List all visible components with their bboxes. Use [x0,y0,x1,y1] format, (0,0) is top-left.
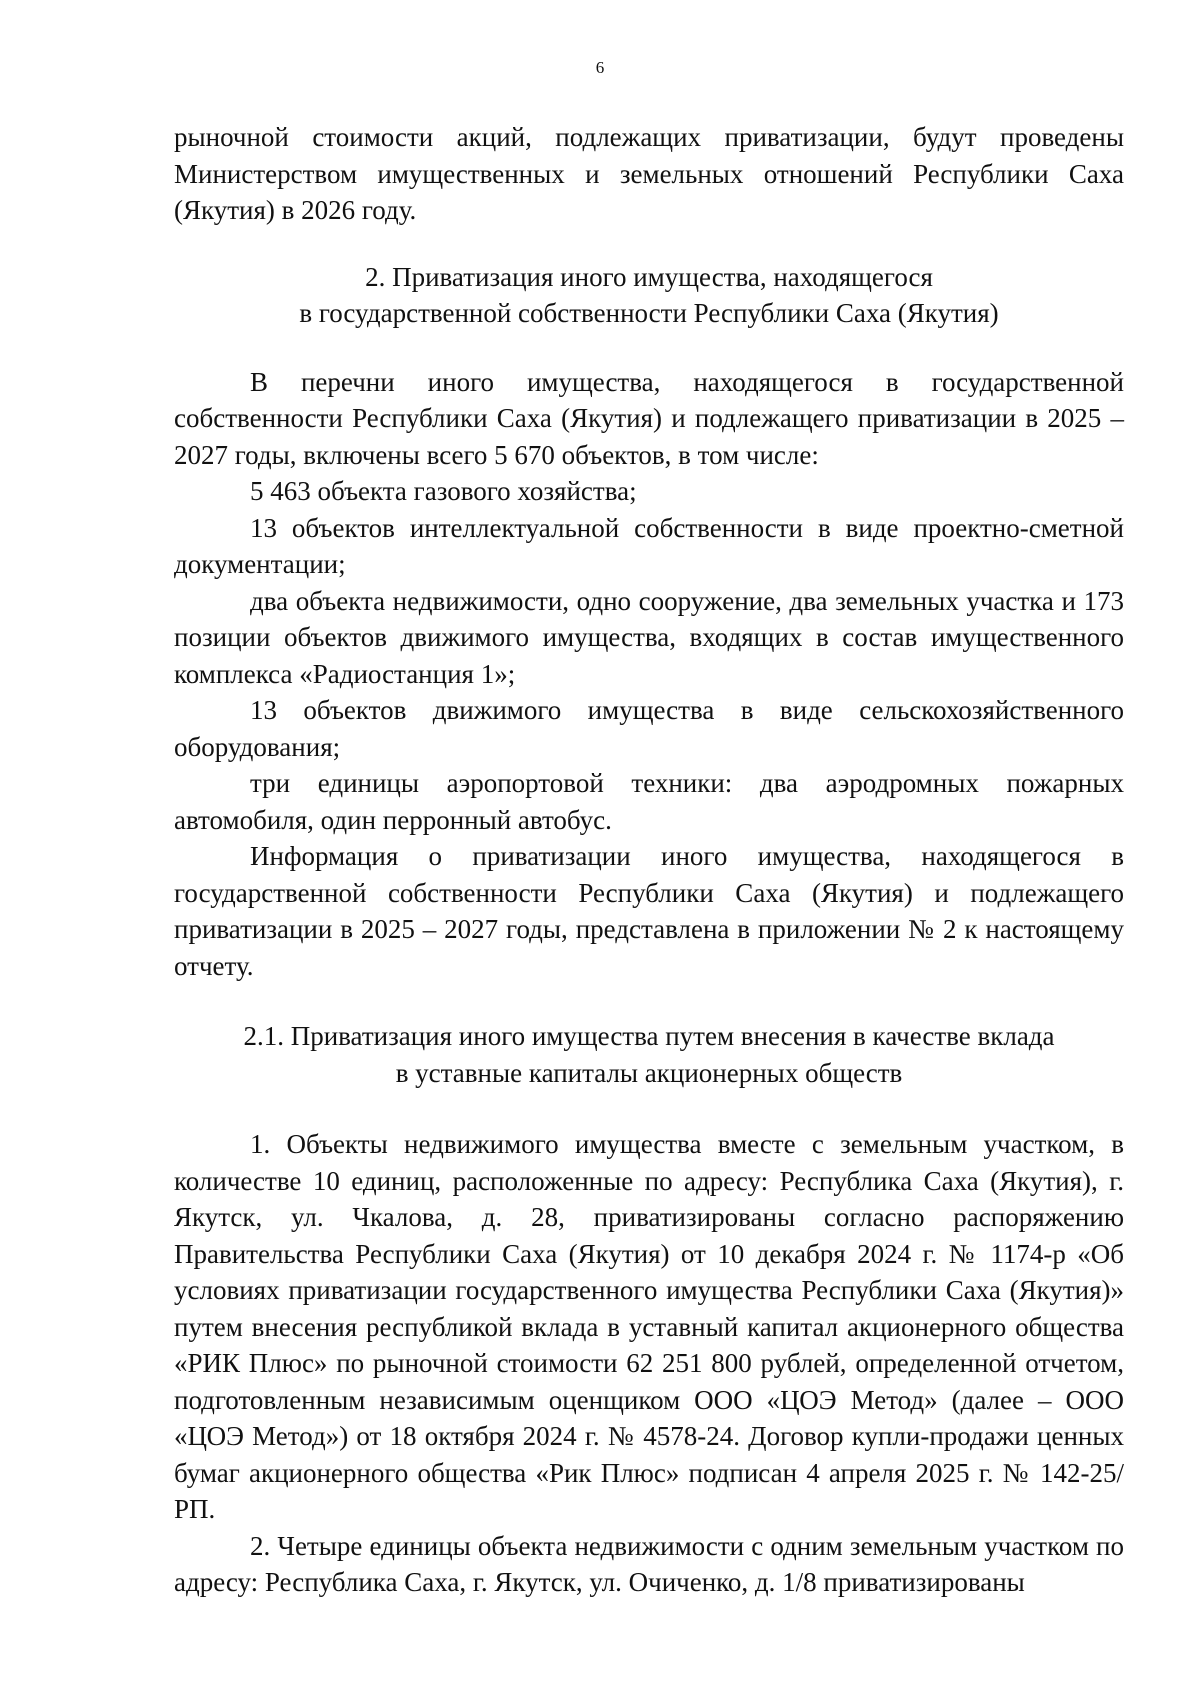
section-2-heading [174,259,1124,332]
page-content [174,119,1124,1601]
list-item: два объекта недвижимости, одно сооружение, два земельных участка и 173 позиции объектов движимого имущества, входящих в состав имущественного комплекса «Радиостанция 1»; [174,585,1124,689]
list-item: 13 объектов интеллектуальной собственности в виде проектно-сметной документации; [174,512,1124,579]
page-number: 6 [595,58,605,77]
section-2-info-paragraph: Информация о приватизации иного имущества, находящегося в государственной собственности Республики Саха (Якутия) и подлежащего приватизации в 2025 – 2027 годы, представлена в приложении № 2 к настоящему отчету. [174,841,1124,981]
section-2-1-heading [174,1018,1124,1091]
section-2-heading-line-2: в государственной собственности Республики Саха (Якутия) [299,298,999,328]
continuation-paragraph: рыночной стоимости акций, подлежащих приватизации, будут проведены Министерством имущественных и земельных отношений Республики Саха (Якутия) в 2026 году. [174,122,1124,225]
list-item: 5 463 объекта газового хозяйства; [250,476,637,506]
list-item: три единицы аэропортовой техники: два аэродромных пожарных автомобиля, один перронный автобус. [174,768,1124,835]
section-2-1-paragraph-1: 1. Объекты недвижимого имущества вместе с земельным участком, в количестве 10 единиц, расположенные по адресу: Республика Саха (Якутия), г. Якутск, ул. Чкалова, д. 28, приватизированы согласно распоряжению Правительства Республики Саха (Якутия) от 10 декабря 2024 г. № 1174-р «Об условиях приватизации государственного имущества Республики Саха (Якутия)» путем внесения республикой вклада в уставный капитал акционерного общества «РИК Плюс» по рыночной стоимости 62 251 800 рублей, определенной отчетом, подготовленным независимым оценщиком ООО «ЦОЭ Метод» (далее – ООО «ЦОЭ Метод») от 18 октября 2024 г. № 4578-24. Договор купли-продажи ценных бумаг акционерного общества «Рик Плюс» подписан 4 апреля 2025 г. № 142-25/РП. [174,1129,1124,1524]
list-item: 13 объектов движимого имущества в виде сельскохозяйственного оборудования; [174,695,1124,762]
section-2-intro-paragraph: В перечни иного имущества, находящегося в государственной собственности Республики Саха (Якутия) и подлежащего приватизации в 2025 – 2027 годы, включены всего 5 670 объектов, в том числе: [174,366,1124,470]
section-2-1-heading-line-1: 2.1. Приватизация иного имущества путем внесения в качестве вклада [243,1021,1055,1051]
section-2-1-paragraph-2: 2. Четыре единицы объекта недвижимости с одним земельным участком по адресу: Республика Саха, г. Якутск, ул. Очиченко, д. 1/8 приватизированы [174,1530,1124,1597]
section-2-heading-line-1: 2. Приватизация иного имущества, находящегося [365,261,933,292]
section-2-1-heading-line-2: в уставные капиталы акционерных обществ [395,1057,903,1088]
